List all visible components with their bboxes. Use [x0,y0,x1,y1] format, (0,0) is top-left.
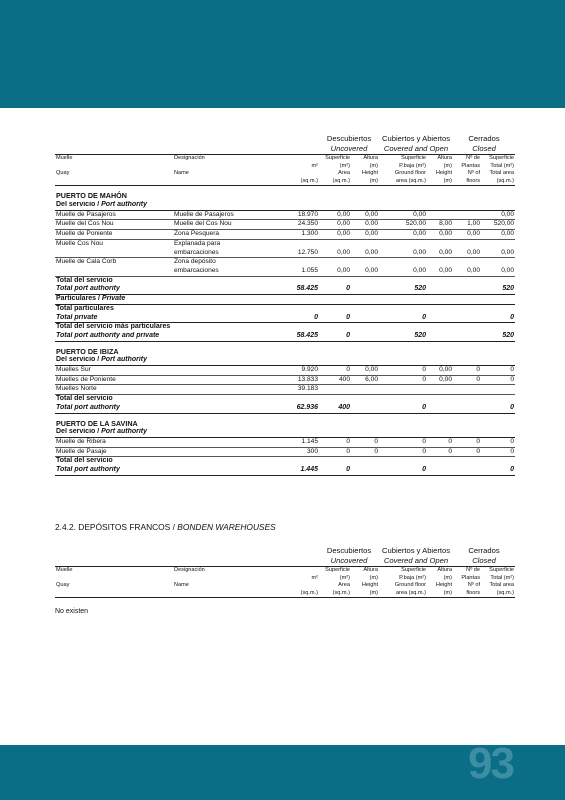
section-title: 2.4.2. DEPÓSITOS FRANCOS / BONDEN WAREHOUSES [55,522,276,532]
header-cell: Plantas [461,162,481,169]
header-cell: Nº de [453,155,481,163]
header-cell [273,170,319,178]
group-covered-es: Cubiertos y Abiertos [382,134,450,143]
port-heading: PUERTO DE MAHÓN [56,191,127,201]
total-label-row: Total del servicio [56,276,113,284]
header-cell [173,163,273,171]
table-row: Muelle Cos Nou Explanada para [56,239,221,247]
group-covered-en: Covered and Open [379,144,453,155]
header-cell: (m) [427,178,453,186]
table-row: Muelles Norte 39.183 [55,385,515,395]
header-cell [173,178,273,186]
header-cell: Area [338,170,350,177]
total-row: Total port authority 62.936 400 0 0 [55,404,515,413]
facilities-table [55,134,515,476]
header-cell [55,178,173,186]
header-cell [55,163,173,171]
header-cell: (sq.m.) [273,178,319,186]
header-cell: (m) [351,178,379,186]
header-cell: Height [435,170,453,177]
header-row-3: Quay Name Area Height Ground floor Height Nº of Total area [56,582,515,589]
header-cell: floors [453,178,481,186]
top-band [0,0,565,108]
header-cell: Altura [427,155,453,163]
table-row-cont: embarcaciones 1.055 0,00 0,00 0,00 0,00 0,00 0,00 [55,267,515,276]
private-total-row: Total private 0 0 0 0 [55,314,515,323]
header-cell: (m) [369,162,379,169]
header-cell: Nº of [467,170,481,177]
private-total-label-row: Total particulares [56,304,114,312]
table-row: Muelle de Ribera 1.145 0 0 0 0 0 0 [55,437,515,447]
header-cell: Muelle [55,155,173,163]
header-row-4 [55,178,515,186]
table-row: Muelle del Cos Nou Muelle del Cos Nou 24.350 0,00 0,00 520,00 8,00 1,00 520,00 [55,220,515,230]
table-row: Muelle de Pasaje 300 0 0 0 0 0 0 [55,447,515,457]
group-closed-en: Closed [453,144,515,155]
group-uncovered-en: Uncovered [319,144,379,155]
header-cell [273,155,319,163]
header-row-1 [55,155,515,163]
header-row-1: Muelle Designación Superficie Altura Superficie Altura Nº de Superficie [56,567,515,573]
header-cell: Ground floor [394,170,427,177]
header-cell: Superficie [481,155,515,163]
group-closed-es: Cerrados [468,134,500,143]
port-heading: PUERTO DE IBIZA [56,346,119,356]
header-cell: Designación [173,155,273,163]
header-cell: Superficie [319,155,351,163]
header-cell: Total area [489,170,515,177]
header-cell: Height [361,170,379,177]
table-row-cont: embarcaciones 12.750 0,00 0,00 0,00 0,00 0,00 0,00 [55,249,515,258]
header-cell: m² [311,162,318,169]
header-cell: Altura [351,155,379,163]
table-row: Muelle de Poniente Zona Pesquera 1.300 0,00 0,00 0,00 0,00 0,00 0,00 [55,230,515,240]
header-row-2: m² (m²) (m) P.baja (m²) (m) Plantas Total (m²) [311,574,515,581]
header-cell: area (sq.m.) [379,178,427,186]
header-cell: P.baja (m²) [399,162,427,169]
column-group-row-es: Descubiertos Cubiertos y Abiertos Cerrados [326,546,500,555]
private-heading: Particulares / Private [55,295,515,305]
header-row-4: (sq.m.) (sq.m.) (m) area (sq.m.) (m) floors (sq.m.) [55,590,515,598]
header-cell: (sq.m.) [481,178,515,186]
header-cell: (sq.m.) [319,178,351,186]
total-row: Total port authority 1.445 0 0 0 [55,466,515,475]
header-row-3 [55,170,515,178]
total-label-row: Total del servicio [56,457,113,465]
group-uncovered-es: Descubiertos [326,134,372,143]
header-cell: (m²) [339,162,350,169]
header-cell: (m) [443,162,453,169]
column-group-row-en [55,144,515,155]
column-group-row-es [55,134,515,144]
combined-total-row: Total port authority and private 58.425 0 520 520 [55,332,515,341]
bottom-band [0,745,565,800]
total-label-row: Total del servicio [56,395,113,403]
header-cell: Total (m²) [490,162,515,169]
page-number: 93 [468,745,513,788]
column-group-row-en: Uncovered Covered and Open Closed [55,556,515,567]
service-label-en: Port authority [101,201,148,209]
total-row: Total port authority 58.425 0 520 520 [55,285,515,294]
no-records-note: No existen [55,608,89,615]
port-heading: PUERTO DE LA SAVINA [56,418,138,428]
combined-total-label-row: Total del servicio más particulares [56,323,171,331]
table-row: Muelle de Pasajeros Muelle de Pasajeros 18.970 0,00 0,00 0,00 0,00 [55,210,515,220]
header-cell: Name [174,170,189,177]
service-heading: Del servicio / Port authority [55,428,515,437]
table-row: Muelles Sur 9.920 0 0,00 0 0,00 0 0 [55,366,515,376]
header-cell: Quay [56,170,70,177]
service-label-es: Del servicio / [56,201,102,209]
table-row: Muelle de Cala Corb Zona depósito [56,258,216,266]
service-heading: Del servicio / Port authority [55,356,515,365]
bonded-warehouses-table [55,546,515,598]
header-row-2 [55,163,515,171]
header-cell: Superficie [379,155,427,163]
service-heading [55,201,515,210]
table-row: Muelles de Poniente 13.833 400 6,00 0 0,00 0 0 [55,375,515,385]
